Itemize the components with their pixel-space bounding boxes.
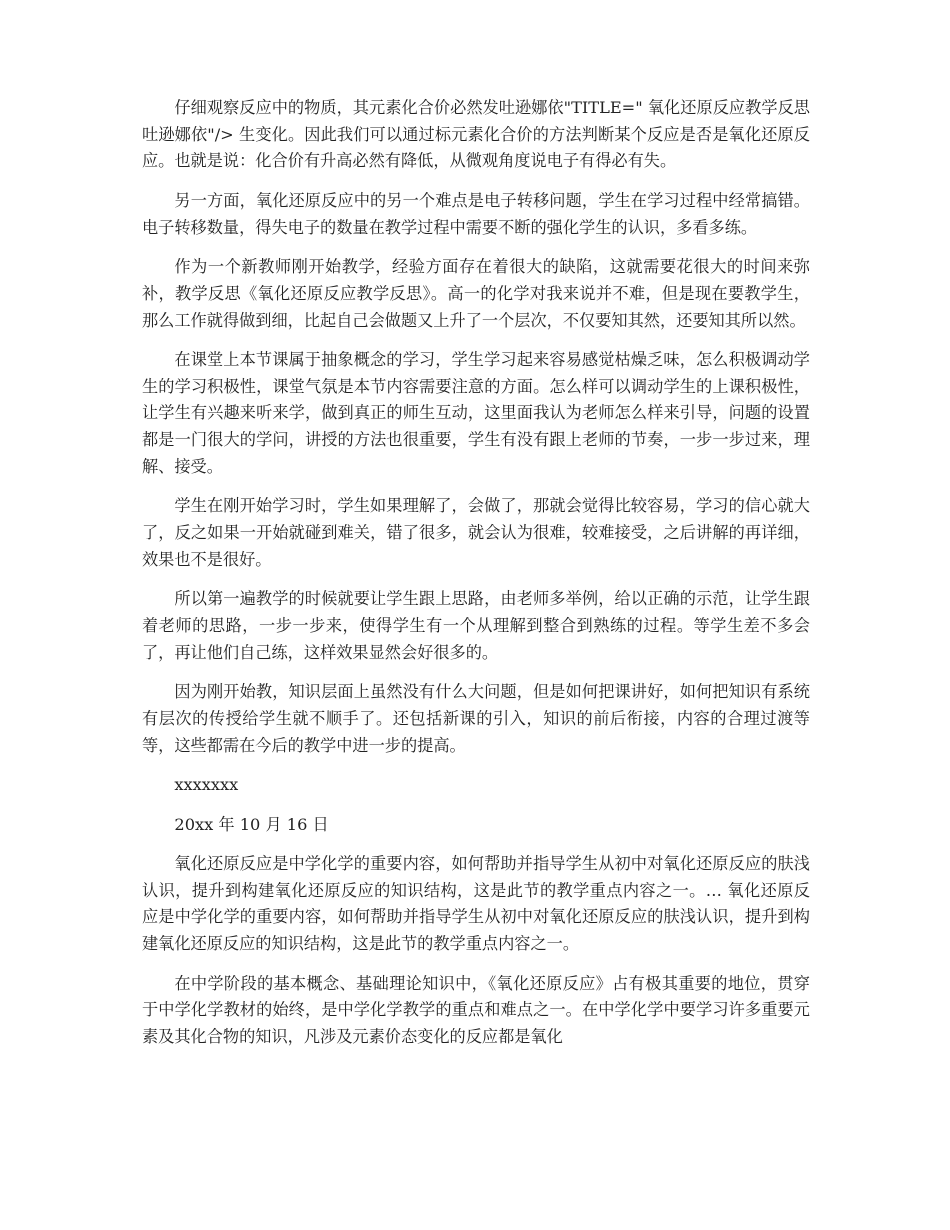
paragraph-3: 作为一个新教师刚开始教学，经验方面存在着很大的缺陷，这就需要花很大的时间来弥补，教学反思《氧化还原反应教学反思》。高一的化学对我来说并不难，但是现在要教学生，那么工作就得做到细，比起自己会做题又上升了一个层次，不仅要知其然，还要知其所以然。 [142, 257, 810, 330]
document-date: 20xx 年 10 月 16 日 [174, 814, 329, 834]
paragraph-4: 在课堂上本节课属于抽象概念的学习，学生学习起来容易感觉枯燥乏味，怎么积极调动学生的学习积极性，课堂气氛是本节内容需要注意的方面。怎么样可以调动学生的上课积极性，让学生有兴趣来听来学，做到真正的师生互动，这里面我认为老师怎么样来引导，问题的设置都是一门很大的学问，讲授的方法也很重要，学生有没有跟上老师的节奏，一步一步过来，理解、接受。 [142, 350, 810, 476]
paragraph-9: 在中学阶段的基本概念、基础理论知识中，《氧化还原反应》占有极其重要的地位，贯穿于中学化学教材的始终，是中学化学教学的重点和难点之一。在中学化学中要学习许多重要元素及其化合物的知识，凡涉及元素价态变化的反应都是氧化 [142, 973, 810, 1047]
document-body [142, 95, 810, 1064]
paragraph-5: 学生在刚开始学习时，学生如果理解了，会做了，那就会觉得比较容易，学习的信心就大了，反之如果一开始就碰到难关，错了很多，就会认为很难，较难接受，之后讲解的再详细，效果也不是很好。 [142, 496, 810, 569]
paragraph-2: 另一方面，氧化还原反应中的另一个难点是电子转移问题，学生在学习过程中经常搞错。电子转移数量，得失电子的数量在教学过程中需要不断的强化学生的认识，多看多练。 [142, 190, 810, 237]
paragraph-8: 氧化还原反应是中学化学的重要内容，如何帮助并指导学生从初中对氧化还原反应的肤浅认识，提升到构建氧化还原反应的知识结构，这是此节的教学重点内容之一。… 氧化还原反应是中学化学的重要内容，如何帮助并指导学生从初中对氧化还原反应的肤浅认识，提升到构建氧化还原反应的知识结构，这是此节的教学重点内容之一。 [142, 854, 810, 954]
author-signature: xxxxxxx [174, 775, 239, 795]
paragraph-7: 因为刚开始教，知识层面上虽然没有什么大问题，但是如何把课讲好，如何把知识有系统有层次的传授给学生就不顺手了。还包括新课的引入，知识的前后衔接，内容的合理过渡等等，这些都需在今后的教学中进一步的提高。 [142, 682, 810, 755]
paragraph-6: 所以第一遍教学的时候就要让学生跟上思路，由老师多举例，给以正确的示范，让学生跟着老师的思路，一步一步来，使得学生有一个从理解到整合到熟练的过程。等学生差不多会了，再让他们自己练，这样效果显然会好很多的。 [142, 589, 810, 662]
paragraph-1: 仔细观察反应中的物质，其元素化合价必然发吐逊娜依"TITLE=" 氧化还原反应教学反思吐逊娜依"/> 生变化。因此我们可以通过标元素化合价的方法判断某个反应是否是氧化还原反应。也就是说：化合价有升高必然有降低，从微观角度说电子有得必有失。 [142, 98, 810, 171]
